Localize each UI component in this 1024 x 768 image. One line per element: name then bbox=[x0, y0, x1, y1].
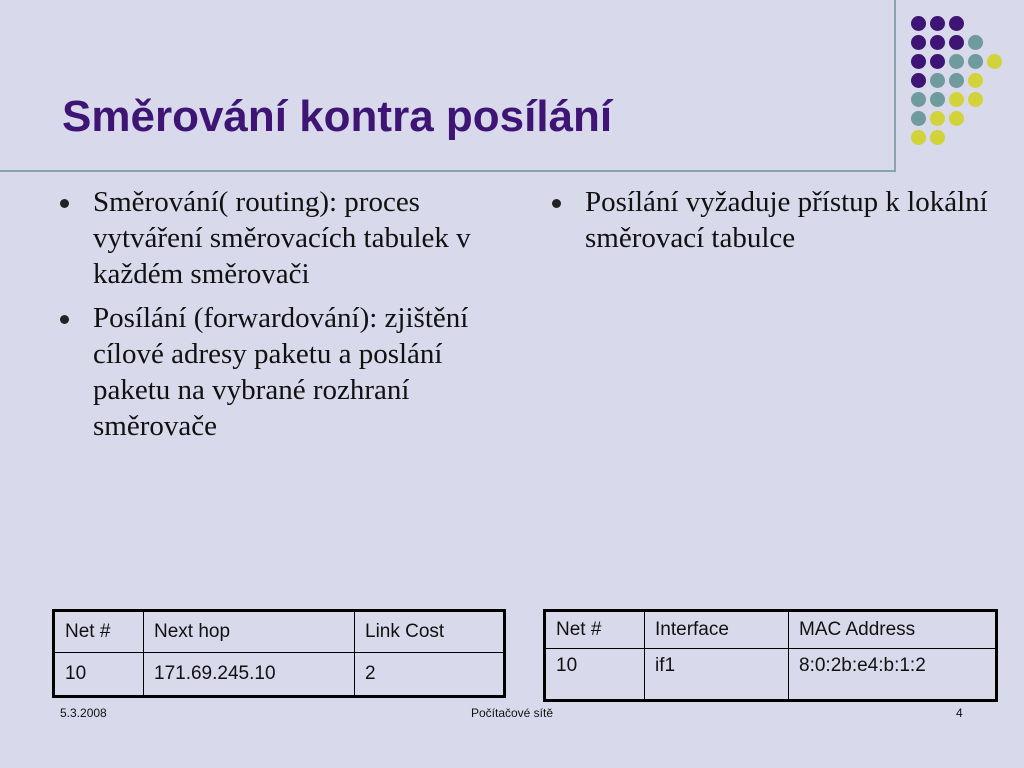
ornament-dot bbox=[911, 111, 926, 126]
table-cell: if1 bbox=[645, 649, 789, 701]
table-cell: 10 bbox=[545, 649, 645, 701]
right-bullet-list bbox=[552, 184, 992, 264]
ornament-dot bbox=[949, 111, 964, 126]
ornament-dot bbox=[911, 92, 926, 107]
ornament-dot bbox=[911, 54, 926, 69]
table-header-row bbox=[54, 611, 505, 653]
ornament-dot bbox=[930, 35, 945, 50]
routing-table bbox=[52, 609, 506, 698]
table-header-row bbox=[545, 611, 997, 649]
table-cell: 10 bbox=[54, 653, 144, 697]
column-header: MAC Address bbox=[789, 611, 997, 649]
ornament-dot bbox=[949, 73, 964, 88]
bullet-dot-icon bbox=[60, 315, 69, 324]
table-row bbox=[54, 653, 505, 697]
ornament-dot bbox=[968, 35, 983, 50]
table-cell: 8:0:2b:e4:b:1:2 bbox=[789, 649, 997, 701]
title-horizontal-rule bbox=[0, 170, 896, 172]
footer-title: Počítačové sítě bbox=[470, 706, 554, 720]
ornament-dot bbox=[930, 130, 945, 145]
page-number: 4 bbox=[956, 706, 963, 720]
column-header: Link Cost bbox=[355, 611, 505, 653]
slide-title: Směrování kontra posílání bbox=[62, 92, 613, 141]
ornament-dot bbox=[911, 73, 926, 88]
ornament-dot bbox=[930, 92, 945, 107]
table-cell: 171.69.245.10 bbox=[144, 653, 355, 697]
ornament-dot bbox=[930, 16, 945, 31]
table-cell: 2 bbox=[355, 653, 505, 697]
bullet-text: Posílání vyžaduje přístup k lokální směrovací tabulce bbox=[585, 186, 988, 254]
forwarding-table bbox=[543, 609, 998, 702]
ornament-dot bbox=[930, 73, 945, 88]
footer-date: 5.3.2008 bbox=[60, 706, 107, 720]
ornament-dot bbox=[968, 92, 983, 107]
bullet-item bbox=[60, 300, 480, 444]
column-header: Net # bbox=[545, 611, 645, 649]
ornament-dot bbox=[968, 73, 983, 88]
column-header: Net # bbox=[54, 611, 144, 653]
ornament-dot bbox=[949, 54, 964, 69]
ornament-dot bbox=[987, 54, 1002, 69]
bullet-item bbox=[552, 184, 992, 256]
title-vertical-rule bbox=[894, 0, 896, 172]
bullet-item bbox=[60, 184, 480, 292]
bullet-dot-icon bbox=[552, 199, 561, 208]
ornament-dot bbox=[949, 16, 964, 31]
bullet-dot-icon bbox=[60, 199, 69, 208]
ornament-dot bbox=[930, 54, 945, 69]
column-header: Interface bbox=[645, 611, 789, 649]
ornament-dot bbox=[911, 16, 926, 31]
table-row bbox=[545, 649, 997, 701]
ornament-dot bbox=[968, 54, 983, 69]
left-bullet-list bbox=[60, 184, 480, 452]
column-header: Next hop bbox=[144, 611, 355, 653]
bullet-text: Směrování( routing): proces vytváření směrovacích tabulek v každém směrovači bbox=[93, 186, 471, 290]
bullet-text: Posílání (forwardování): zjištění cílové adresy paketu a poslání paketu na vybrané rozhraní směrovače bbox=[93, 302, 469, 442]
ornament-dot bbox=[911, 35, 926, 50]
ornament-dot bbox=[949, 92, 964, 107]
ornament-dot bbox=[930, 111, 945, 126]
ornament-dot bbox=[949, 35, 964, 50]
ornament-dot bbox=[911, 130, 926, 145]
